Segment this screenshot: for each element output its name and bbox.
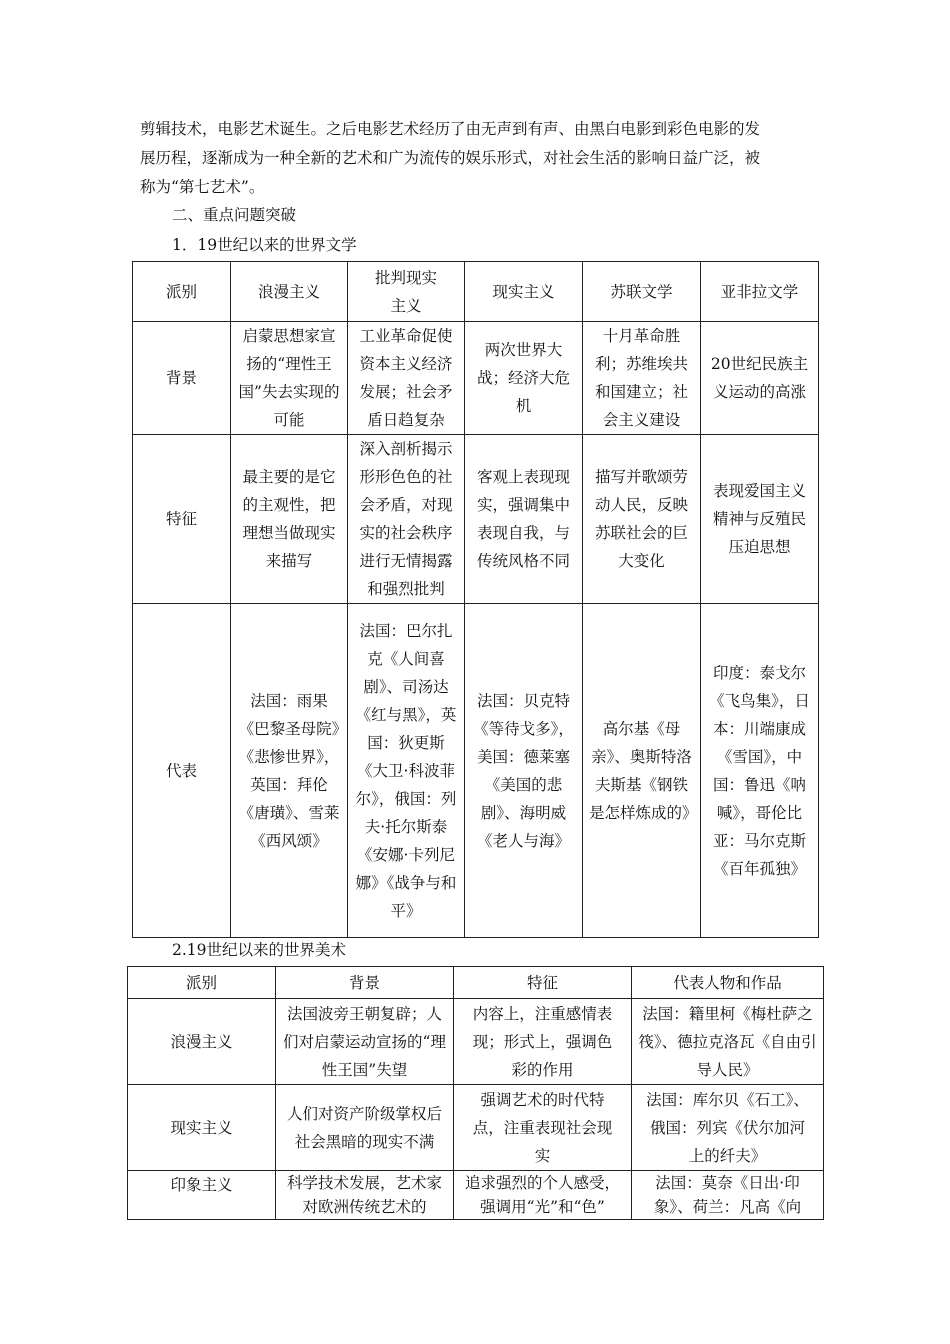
row-label: 代表 xyxy=(133,604,231,938)
header-cell: 批判现实主义 xyxy=(348,262,465,322)
header-cell: 浪漫主义 xyxy=(231,262,348,322)
header-cell: 苏联文学 xyxy=(583,262,701,322)
header-cell: 现实主义 xyxy=(465,262,583,322)
intro-line: 展历程，逐渐成为一种全新的艺术和广为流传的娱乐形式，对社会生活的影响日益广泛，被 xyxy=(140,149,761,167)
table-cell: 描写并歌颂劳动人民，反映苏联社会的巨大变化 xyxy=(583,435,701,604)
table-row xyxy=(128,999,824,1085)
table-cell: 客观上表现现实，强调集中表现自我，与传统风格不同 xyxy=(465,435,583,604)
table-cell: 法国：莫奈《日出·印象》、荷兰：凡高《向 xyxy=(632,1171,824,1220)
header-cell: 派别 xyxy=(133,262,231,322)
table-cell: 启蒙思想家宣扬的“理性王国”失去实现的可能 xyxy=(231,322,348,435)
header-cell: 派别 xyxy=(128,967,276,999)
table-cell: 法国：库尔贝《石工》、俄国：列宾《伏尔加河上的纤夫》 xyxy=(632,1085,824,1171)
table-row xyxy=(133,435,819,604)
table-header-row xyxy=(133,262,819,322)
table-cell: 工业革命促使资本主义经济发展；社会矛盾日趋复杂 xyxy=(348,322,465,435)
table-cell: 高尔基《母亲》、奥斯特洛夫斯基《钢铁是怎样炼成的》 xyxy=(583,604,701,938)
table-cell: 法国：贝克特《等待戈多》，美国：德莱塞《美国的悲剧》、海明威《老人与海》 xyxy=(465,604,583,938)
row-label: 背景 xyxy=(133,322,231,435)
table1-title: 1．19世纪以来的世界文学 xyxy=(172,236,357,254)
table-cell: 科学技术发展，艺术家对欧洲传统艺术的 xyxy=(276,1171,454,1220)
table-cell: 表现爱国主义精神与反殖民压迫思想 xyxy=(701,435,819,604)
intro-paragraph xyxy=(140,115,810,202)
header-cell: 亚非拉文学 xyxy=(701,262,819,322)
art-table xyxy=(127,966,824,1220)
table-cell: 法国波旁王朝复辟；人们对启蒙运动宣扬的“理性王国”失望 xyxy=(276,999,454,1085)
table-cell: 内容上，注重感情表现；形式上，强调色彩的作用 xyxy=(454,999,632,1085)
header-cell: 特征 xyxy=(454,967,632,999)
literature-table xyxy=(132,261,819,938)
row-label: 现实主义 xyxy=(128,1085,276,1171)
header-cell: 代表人物和作品 xyxy=(632,967,824,999)
table-cell: 深入剖析揭示形形色色的社会矛盾，对现实的社会秩序进行无情揭露和强烈批判 xyxy=(348,435,465,604)
table-cell: 法国：巴尔扎克《人间喜剧》、司汤达《红与黑》，英国：狄更斯《大卫·科波菲尔》，俄国：列夫·托尔斯泰《安娜·卡列尼娜》《战争与和平》 xyxy=(348,604,465,938)
table2-title: 2.19世纪以来的世界美术 xyxy=(172,941,347,959)
intro-line: 称为“第七艺术”。 xyxy=(140,178,265,196)
row-label: 浪漫主义 xyxy=(128,999,276,1085)
intro-line: 剪辑技术，电影艺术诞生。之后电影艺术经历了由无声到有声、由黑白电影到彩色电影的发 xyxy=(140,120,761,138)
row-label: 特征 xyxy=(133,435,231,604)
table-row xyxy=(133,604,819,938)
table-cell: 法国：雨果《巴黎圣母院》《悲惨世界》，英国：拜伦《唐璜》、雪莱《西风颂》 xyxy=(231,604,348,938)
header-cell: 背景 xyxy=(276,967,454,999)
table-row xyxy=(133,322,819,435)
table-cell: 最主要的是它的主观性，把理想当做现实来描写 xyxy=(231,435,348,604)
table-row xyxy=(128,1085,824,1171)
table-row xyxy=(128,1171,824,1220)
table-cell: 印度：泰戈尔《飞鸟集》，日本：川端康成《雪国》，中国：鲁迅《呐喊》，哥伦比亚：马尔克斯《百年孤独》 xyxy=(701,604,819,938)
table-cell: 法国：籍里柯《梅杜萨之筏》、德拉克洛瓦《自由引导人民》 xyxy=(632,999,824,1085)
table-cell: 两次世界大战；经济大危机 xyxy=(465,322,583,435)
row-label: 印象主义 xyxy=(128,1171,276,1220)
section-title: 二、重点问题突破 xyxy=(172,206,297,224)
table-cell: 十月革命胜利；苏维埃共和国建立；社会主义建设 xyxy=(583,322,701,435)
table-cell: 强调艺术的时代特点，注重表现社会现实 xyxy=(454,1085,632,1171)
table-cell: 追求强烈的个人感受，强调用“光”和“色” xyxy=(454,1171,632,1220)
table-cell: 人们对资产阶级掌权后社会黑暗的现实不满 xyxy=(276,1085,454,1171)
table-header-row xyxy=(128,967,824,999)
table-cell: 20世纪民族主义运动的高涨 xyxy=(701,322,819,435)
